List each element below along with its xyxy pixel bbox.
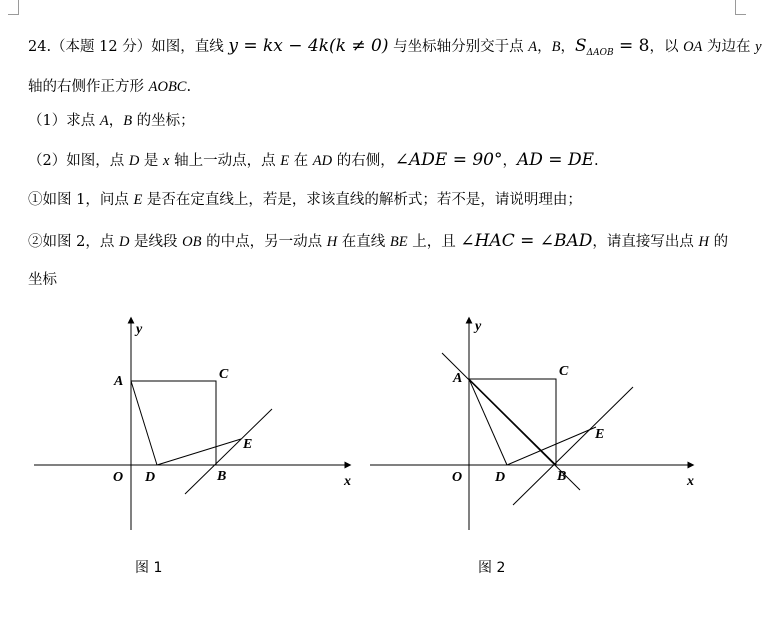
- text: .: [186, 79, 192, 95]
- point-b: B: [123, 113, 133, 129]
- figure-2: [370, 318, 693, 530]
- figure-1-labels: [113, 322, 351, 576]
- text: （1）求点: [28, 113, 100, 129]
- text: ，: [537, 39, 552, 55]
- line-through-b-e: [513, 387, 633, 505]
- label-o: O: [452, 470, 463, 485]
- axis-x: x: [163, 153, 170, 169]
- text: 的中点，另一动点: [201, 234, 327, 250]
- text: 坐标: [28, 272, 57, 288]
- segment-ab: [469, 379, 556, 465]
- label-x: x: [687, 474, 694, 489]
- angle-ade: ∠ADE = 90°: [394, 150, 503, 170]
- point-d: D: [118, 234, 130, 250]
- axis-y: y: [755, 39, 762, 55]
- segment-ad: AD: [312, 153, 333, 169]
- point-h: H: [326, 234, 338, 250]
- label-y: y: [475, 319, 482, 334]
- figure-2-caption: 图 2: [478, 560, 506, 576]
- point-a: A: [528, 39, 538, 55]
- text: .: [593, 153, 599, 169]
- text: 在: [289, 153, 313, 169]
- text: 上，且: [407, 234, 461, 250]
- text: ，: [108, 113, 124, 129]
- text: （2）如图，点: [28, 153, 129, 169]
- text: 的坐标；: [132, 113, 195, 129]
- point-e: E: [280, 153, 290, 169]
- label-c: C: [219, 367, 229, 382]
- label-y: y: [136, 322, 143, 337]
- segment-ad: [131, 381, 157, 465]
- text: 是线段: [129, 234, 183, 250]
- label-a: A: [114, 374, 124, 389]
- segment-de: [507, 427, 596, 465]
- label-x: x: [344, 474, 351, 489]
- point-d: D: [128, 153, 140, 169]
- text: 为边在: [702, 39, 756, 55]
- angle-condition: ∠HAC = ∠BAD: [460, 231, 593, 251]
- text: ①如图 1，问点: [28, 192, 134, 208]
- text: ，: [502, 153, 517, 169]
- text: 的右侧，: [332, 153, 395, 169]
- text: 24.（本题 12 分）如图，直线: [28, 39, 229, 55]
- text: ，以: [649, 39, 684, 55]
- text: ②如图 2，点: [28, 234, 119, 250]
- line-be: BE: [389, 234, 408, 250]
- area-symbol: S: [574, 36, 587, 56]
- line-through-b-e: [185, 409, 272, 494]
- text: ，: [560, 39, 575, 55]
- label-b: B: [557, 469, 567, 484]
- equal-segments: AD = DE: [516, 150, 594, 170]
- label-b: B: [217, 469, 227, 484]
- label-a: A: [453, 371, 463, 386]
- label-e: E: [595, 427, 605, 442]
- text: 的: [709, 234, 729, 250]
- figure-1: [34, 318, 350, 530]
- segment-oa: OA: [683, 39, 703, 55]
- label-e: E: [243, 437, 253, 452]
- point-h: H: [698, 234, 710, 250]
- point-a: A: [99, 113, 109, 129]
- square-name: AOBC: [148, 79, 187, 95]
- text: 与坐标轴分别交于点: [388, 39, 529, 55]
- label-o: O: [113, 470, 124, 485]
- label-d: D: [495, 470, 506, 485]
- text: 是: [139, 153, 164, 169]
- segment-ad: [469, 379, 507, 465]
- label-c: C: [559, 364, 569, 379]
- line-equation: y = kx − 4k(k ≠ 0): [228, 36, 389, 56]
- area-subscript: ΔAOB: [586, 47, 614, 58]
- figure-2-labels: [452, 319, 694, 576]
- label-d: D: [145, 470, 156, 485]
- text: ，请直接写出点: [592, 234, 699, 250]
- text: 在直线: [337, 234, 390, 250]
- area-value: = 8: [613, 36, 650, 56]
- figure-1-caption: 图 1: [135, 560, 163, 576]
- text: 轴上一动点，点: [169, 153, 281, 169]
- point-b: B: [551, 39, 561, 55]
- text: 轴的右侧作正方形: [28, 79, 149, 95]
- point-e: E: [133, 192, 143, 208]
- segment-ob: OB: [182, 234, 202, 250]
- text: 是否在定直线上，若是，求该直线的解析式；若不是，请说明理由；: [142, 192, 582, 208]
